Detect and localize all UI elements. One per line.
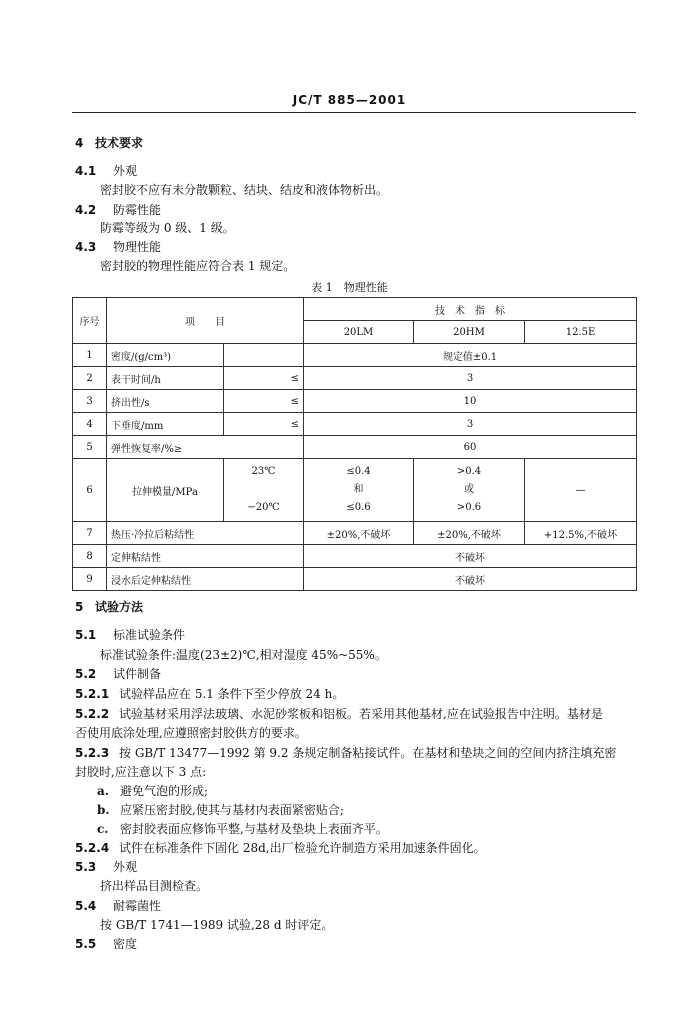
section-number: 5.2.2: [75, 707, 110, 721]
section-5-2-4: [75, 840, 486, 856]
row-no: 4: [73, 413, 107, 436]
list-text: 避免气泡的形成;: [120, 784, 209, 798]
section-5-1-heading: [75, 627, 185, 643]
row6-col-20lm: [304, 459, 414, 522]
row-value: 不破坏: [304, 568, 637, 591]
list-text: 应紧压密封胶,使其与基材内表面紧密贴合;: [120, 803, 344, 817]
table-row: [73, 413, 637, 436]
row-op: ≤: [224, 390, 304, 413]
value-line: >0.6: [456, 502, 482, 513]
row-op: ≤: [224, 367, 304, 390]
section-5-5-heading: [75, 936, 137, 952]
section-5-2-3: [75, 745, 616, 761]
section-number: 5: [75, 600, 84, 614]
section-4-1-heading: [75, 163, 137, 179]
header-col-20hm: 20HM: [414, 321, 525, 344]
row-no: 1: [73, 344, 107, 367]
list-item: [97, 783, 208, 799]
row-value: 不破坏: [304, 545, 637, 568]
header-no: 序号: [73, 298, 107, 344]
row-value: 3: [304, 413, 637, 436]
table-row: [73, 344, 637, 367]
section-4-2-text: 防霉等级为 0 级、1 级。: [100, 221, 235, 235]
section-number: 5.2: [75, 667, 97, 681]
section-text: 按 GB/T 13477—1992 第 9.2 条规定制备粘接试件。在基材和垫块之间的空间内挤注填充密: [119, 746, 617, 760]
section-title: 试件制备: [113, 667, 162, 681]
list-item: [97, 821, 388, 837]
section-5-3-heading: [75, 859, 137, 875]
value-line: >0.4: [456, 466, 482, 477]
section-5-heading: [75, 599, 143, 615]
row-item: 挤出性/s: [107, 390, 224, 413]
row-value: 60: [304, 436, 637, 459]
row-no: 8: [73, 545, 107, 568]
section-title: 防霉性能: [113, 203, 162, 217]
section-text: 试件在标准条件下固化 28d,出厂检验允许制造方采用加速条件固化。: [119, 841, 486, 855]
section-4-3-heading: [75, 239, 161, 255]
row6-col-20hm: [414, 459, 525, 522]
section-5-2-3-cont: 封胶时,应注意以下 3 点:: [75, 765, 207, 779]
section-4-1-text: 密封胶不应有未分散颗粒、结块、结皮和液体物析出。: [100, 183, 389, 197]
list-marker: a.: [97, 784, 109, 798]
section-text: 试验基材采用浮法玻璃、水泥砂浆板和铝板。若采用其他基材,应在试验报告中注明。基材是: [119, 707, 603, 721]
section-title: 外观: [113, 860, 138, 874]
row-item: 热压·冷拉后粘结性: [107, 522, 304, 545]
section-title: 外观: [113, 164, 138, 178]
document-header: JC/T 885—2001: [292, 93, 407, 107]
section-number: 5.3: [75, 860, 97, 874]
row-item: 定伸粘结性: [107, 545, 304, 568]
row-no: 3: [73, 390, 107, 413]
table-row: [73, 568, 637, 591]
header-col-12-5e: 12.5E: [525, 321, 637, 344]
row-item: 下垂度/mm: [107, 413, 224, 436]
row-item: 弹性恢复率/%≥: [107, 436, 304, 459]
physical-properties-table: [72, 297, 637, 591]
section-4-2-heading: [75, 202, 161, 218]
section-title: 密度: [113, 937, 138, 951]
section-number: 5.2.3: [75, 746, 110, 760]
section-number: 4: [75, 136, 84, 150]
list-item: [97, 802, 344, 818]
section-title: 试验方法: [95, 600, 144, 614]
section-4-3-text: 密封胶的物理性能应符合表 1 规定。: [100, 259, 296, 273]
section-text: 试验样品应在 5.1 条件下至少停放 24 h。: [119, 687, 345, 701]
list-marker: c.: [97, 822, 109, 836]
row-op: [224, 344, 304, 367]
row7-col-20hm: ±20%,不破坏: [414, 522, 525, 545]
table-row: [73, 390, 637, 413]
section-5-2-heading: [75, 666, 161, 682]
section-number: 5.1: [75, 628, 97, 642]
row-value: 规定值±0.1: [304, 344, 637, 367]
row-temps: [224, 459, 304, 522]
section-number: 4.1: [75, 164, 97, 178]
row-no: 9: [73, 568, 107, 591]
section-5-2-2-cont: 否使用底涂处理,应遵照密封胶供方的要求。: [75, 726, 307, 740]
row-no: 2: [73, 367, 107, 390]
section-5-2-2: [75, 706, 603, 722]
header-rule: [72, 112, 636, 113]
row-item: 表干时间/h: [107, 367, 224, 390]
section-title: 标准试验条件: [113, 628, 186, 642]
table-row: [73, 459, 637, 522]
row-item: 密度/(g/cm³): [107, 344, 224, 367]
table-row: [73, 367, 637, 390]
section-5-4-heading: [75, 898, 161, 914]
section-4-heading: [75, 135, 143, 151]
row-no: 7: [73, 522, 107, 545]
row-no: 6: [73, 459, 107, 522]
value-line: ≤0.6: [346, 502, 371, 513]
header-tech: 技 术 指 标: [304, 298, 637, 321]
row-item: 浸水后定伸粘结性: [107, 568, 304, 591]
table-row: [73, 522, 637, 545]
section-number: 4.2: [75, 203, 97, 217]
row-no: 5: [73, 436, 107, 459]
table-row: [73, 545, 637, 568]
section-title: 技术要求: [95, 136, 144, 150]
row6-col-12-5e: —: [525, 459, 637, 522]
value-line: 或: [464, 484, 474, 495]
row-item: 拉伸模量/MPa: [107, 459, 224, 522]
temp-minus-20: −20℃: [247, 502, 280, 513]
row7-col-20lm: ±20%,不破坏: [304, 522, 414, 545]
temp-23: 23℃: [251, 466, 276, 477]
table-row: [73, 436, 637, 459]
section-5-3-text: 挤出样品目测检查。: [100, 879, 209, 893]
table-caption: 表 1 物理性能: [311, 281, 388, 294]
row7-col-12-5e: +12.5%,不破坏: [525, 522, 637, 545]
value-line: 和: [353, 484, 364, 495]
section-number: 5.2.1: [75, 687, 110, 701]
row-value: 3: [304, 367, 637, 390]
section-number: 5.2.4: [75, 841, 110, 855]
section-number: 5.4: [75, 899, 97, 913]
header-col-20lm: 20LM: [304, 321, 414, 344]
section-number: 4.3: [75, 240, 97, 254]
list-text: 密封胶表面应修饰平整,与基材及垫块上表面齐平。: [120, 822, 388, 836]
row-value: 10: [304, 390, 637, 413]
header-item: 项 目: [107, 298, 304, 344]
value-line: ≤0.4: [346, 466, 371, 477]
section-5-2-1: [75, 686, 344, 702]
section-title: 耐霉菌性: [113, 899, 162, 913]
section-number: 5.5: [75, 937, 97, 951]
section-5-4-text: 按 GB/T 1741—1989 试验,28 d 时评定。: [100, 918, 334, 932]
list-marker: b.: [97, 803, 110, 817]
section-5-1-text: 标准试验条件:温度(23±2)℃,相对湿度 45%~55%。: [100, 648, 387, 662]
row-op: ≤: [224, 413, 304, 436]
section-title: 物理性能: [113, 240, 162, 254]
